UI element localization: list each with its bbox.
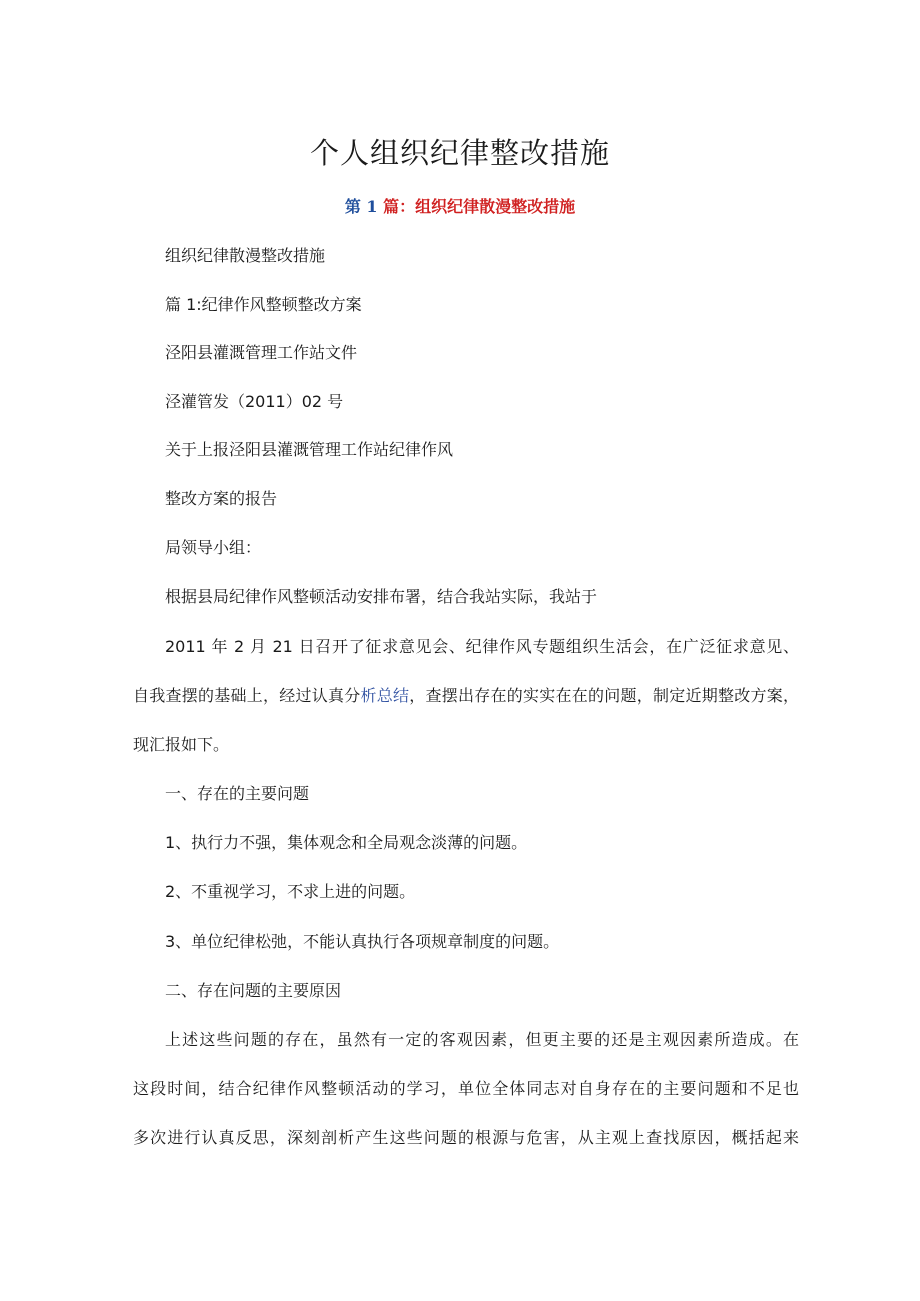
paragraph-line: 篇 1:纪律作风整顿整改方案: [165, 295, 362, 314]
paragraph-line: 2011 年 2 月 21 日召开了征求意见会、纪律作风专题组织生活会，在广泛征求意见、: [165, 637, 799, 656]
paragraph-line: 多次进行认真反思，深刻剖析产生这些问题的根源与危害，从主观上查找原因，概括起来: [133, 1128, 799, 1147]
section-heading: 二、存在问题的主要原因: [165, 981, 342, 1000]
paragraph-line: 上述这些问题的存在，虽然有一定的客观因素，但更主要的还是主观因素所造成。在: [165, 1030, 799, 1049]
subtitle-text: 篇：组织纪律散漫整改措施: [383, 197, 576, 216]
subtitle-prefix: 第: [344, 197, 361, 216]
paragraph-line: 这段时间，结合纪律作风整顿活动的学习，单位全体同志对自身存在的主要问题和不足也: [133, 1079, 799, 1098]
paragraph-line: 现汇报如下。: [133, 735, 230, 754]
paragraph-line: [133, 683, 799, 709]
list-item: 3、单位纪律松弛，不能认真执行各项规章制度的问题。: [165, 932, 560, 951]
subtitle-number: 1: [366, 197, 378, 216]
section-subtitle: [0, 194, 920, 220]
paragraph-line: 泾阳县灌溉管理工作站文件: [165, 343, 358, 362]
highlighted-text-link[interactable]: 析总结: [360, 686, 410, 705]
list-item: 2、不重视学习，不求上进的问题。: [165, 882, 416, 901]
paragraph-line: 关于上报泾阳县灌溉管理工作站纪律作风: [165, 440, 454, 459]
list-item: 1、执行力不强，集体观念和全局观念淡薄的问题。: [165, 833, 528, 852]
paragraph-line: 泾灌管发（2011）02 号: [165, 392, 344, 411]
paragraph-line: 组织纪律散漫整改措施: [165, 246, 326, 265]
section-heading: 一、存在的主要问题: [165, 784, 310, 803]
paragraph-line: 局领导小组：: [165, 538, 262, 557]
document-title: 个人组织纪律整改措施: [309, 136, 610, 170]
paragraph-line: 整改方案的报告: [165, 489, 278, 508]
paragraph-text: 自我查摆的基础上，经过认真分: [133, 686, 361, 705]
paragraph-text: ，查摆出存在的实实在在的问题，制定近期整改方案，: [409, 686, 799, 705]
paragraph-line: 根据县局纪律作风整顿活动安排布署，结合我站实际，我站于: [165, 587, 598, 606]
